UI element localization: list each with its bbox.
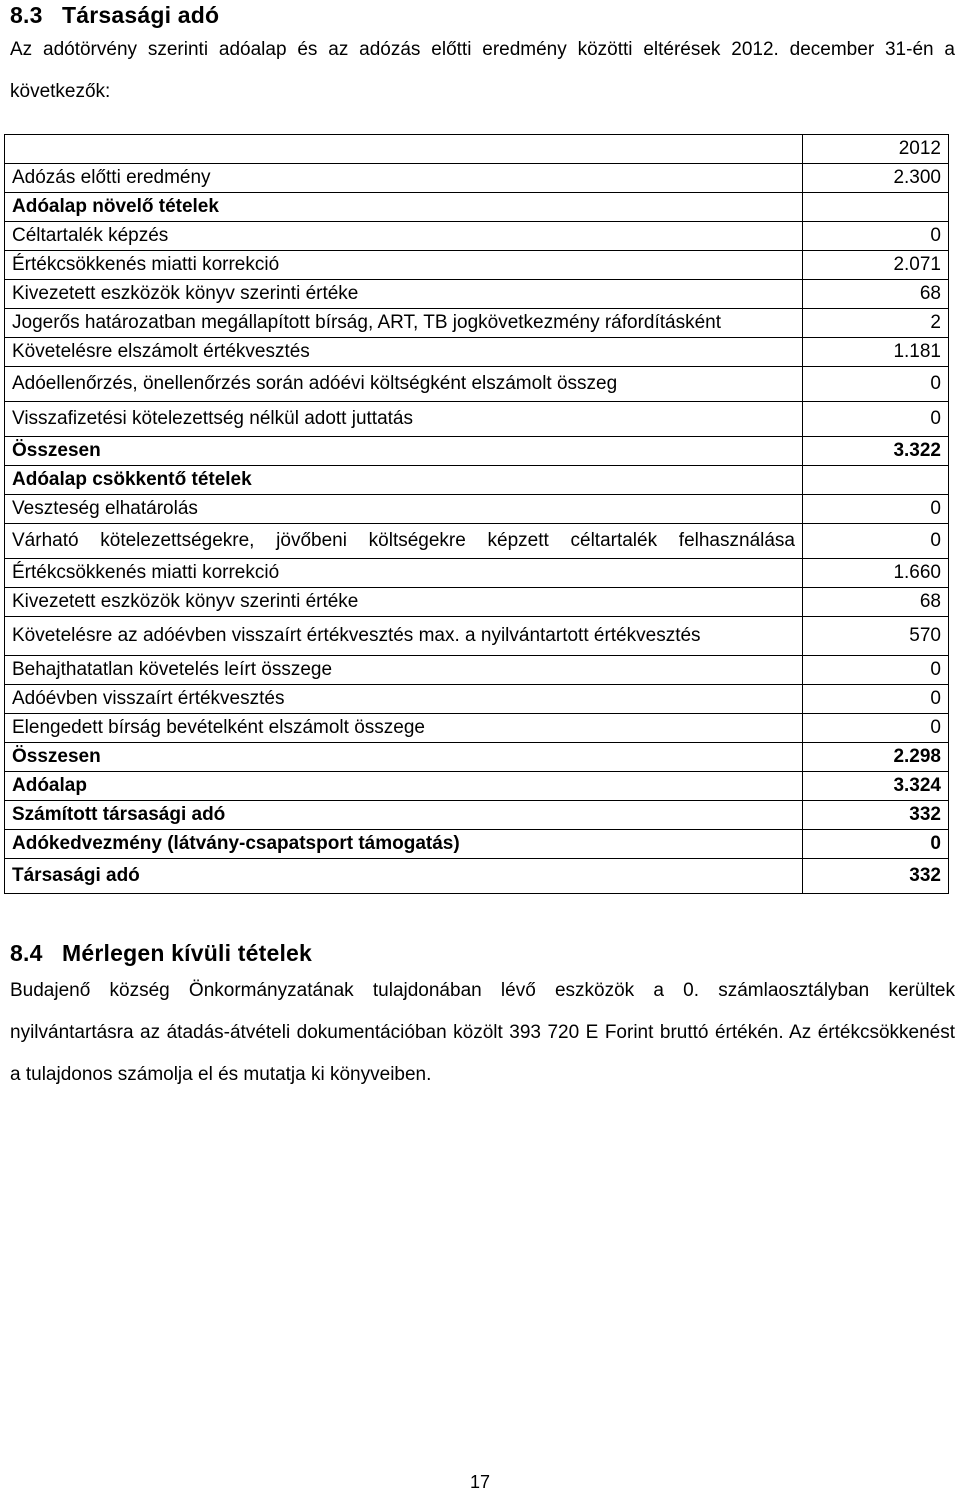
table-row: [5, 588, 949, 617]
row-label: Adóévben visszaírt értékvesztés: [5, 685, 803, 714]
section-title: Mérlegen kívüli tételek: [62, 940, 313, 966]
row-value: 0: [803, 830, 949, 859]
table-row: [5, 830, 949, 859]
row-value: 0: [803, 402, 949, 437]
row-label: Jogerős határozatban megállapított bírság, ART, TB jogkövetkezmény ráfordításként: [5, 309, 803, 338]
table-row: [5, 164, 949, 193]
table-row: [5, 859, 949, 894]
row-label: Adóalap növelő tételek: [5, 193, 803, 222]
row-label: Adóellenőrzés, önellenőrzés során adóévi költségként elszámolt összeg: [5, 367, 803, 402]
row-label: Számított társasági adó: [5, 801, 803, 830]
table-row: [5, 685, 949, 714]
row-value: 0: [803, 685, 949, 714]
section-number: 8.4: [10, 940, 43, 966]
row-label: Értékcsökkenés miatti korrekció: [5, 559, 803, 588]
row-label: Visszafizetési kötelezettség nélkül adott juttatás: [5, 402, 803, 437]
row-label: Adóalap: [5, 772, 803, 801]
row-value: 68: [803, 280, 949, 309]
row-label: Követelésre elszámolt értékvesztés: [5, 338, 803, 367]
row-label: Elengedett bírság bevételként elszámolt összege: [5, 714, 803, 743]
table-row: [5, 367, 949, 402]
row-value: [803, 193, 949, 222]
row-value: 3.322: [803, 437, 949, 466]
row-label: Összesen: [5, 437, 803, 466]
section-title: Társasági adó: [62, 2, 220, 28]
row-value: 2.071: [803, 251, 949, 280]
section-heading-8-4: [10, 940, 312, 967]
row-value: [803, 466, 949, 495]
table-row: [5, 466, 949, 495]
row-value: 2.300: [803, 164, 949, 193]
row-value: 0: [803, 524, 949, 559]
row-value: 570: [803, 617, 949, 656]
intro-paragraph: Az adótörvény szerinti adóalap és az adózás előtti eredmény közötti eltérések 2012. december 31-én a következők:: [10, 39, 955, 102]
table-row: [5, 251, 949, 280]
row-label: Várható kötelezettségekre, jövőbeni költségekre képzett céltartalék felhasználása: [5, 524, 803, 559]
row-value: 0: [803, 714, 949, 743]
table-row: [5, 309, 949, 338]
table-row: [5, 495, 949, 524]
table-row: [5, 559, 949, 588]
table-header-row: [5, 135, 949, 164]
row-value: 2: [803, 309, 949, 338]
section-number: 8.3: [10, 2, 43, 28]
row-label: Értékcsökkenés miatti korrekció: [5, 251, 803, 280]
table-row: [5, 402, 949, 437]
row-value: 332: [803, 859, 949, 894]
table-row: [5, 524, 949, 559]
row-value: 0: [803, 222, 949, 251]
page-number: 17: [469, 1472, 491, 1492]
table-row: [5, 743, 949, 772]
row-value: 332: [803, 801, 949, 830]
row-label: Összesen: [5, 743, 803, 772]
row-label: Veszteség elhatárolás: [5, 495, 803, 524]
row-value: 1.660: [803, 559, 949, 588]
row-label: Társasági adó: [5, 859, 803, 894]
table-row: [5, 617, 949, 656]
row-label: Adóalap csökkentő tételek: [5, 466, 803, 495]
row-label: Követelésre az adóévben visszaírt értékvesztés max. a nyilvántartott értékvesztés: [5, 617, 803, 656]
row-value: 3.324: [803, 772, 949, 801]
row-label: Adókedvezmény (látvány-csapatsport támogatás): [5, 830, 803, 859]
row-value: 2.298: [803, 743, 949, 772]
header-label-cell: [5, 135, 803, 164]
row-value: 0: [803, 367, 949, 402]
row-label: Adózás előtti eredmény: [5, 164, 803, 193]
table-row: [5, 437, 949, 466]
row-value: 0: [803, 656, 949, 685]
table-row: [5, 772, 949, 801]
row-label: Kivezetett eszközök könyv szerinti értéke: [5, 280, 803, 309]
table-row: [5, 338, 949, 367]
row-value: 0: [803, 495, 949, 524]
table-row: [5, 656, 949, 685]
off-balance-paragraph: Budajenő község Önkormányzatának tulajdonában lévő eszközök a 0. számlaosztályban kerültek nyilvántartásra az átadás-átvételi dokumentációban közölt 393 720 E Forint bruttó értékén. Az értékcsökkenést a tulajdonos számolja el és mutatja ki könyveiben.: [10, 980, 955, 1085]
row-label: Kivezetett eszközök könyv szerinti értéke: [5, 588, 803, 617]
table-row: [5, 280, 949, 309]
row-label: Céltartalék képzés: [5, 222, 803, 251]
table-row: [5, 193, 949, 222]
row-value: 68: [803, 588, 949, 617]
row-label: Behajthatatlan követelés leírt összege: [5, 656, 803, 685]
table-row: [5, 801, 949, 830]
tax-reconciliation-table: [4, 134, 949, 894]
section-heading-8-3: [10, 2, 219, 29]
table-row: [5, 222, 949, 251]
year-header: 2012: [803, 135, 949, 164]
row-value: 1.181: [803, 338, 949, 367]
table-row: [5, 714, 949, 743]
